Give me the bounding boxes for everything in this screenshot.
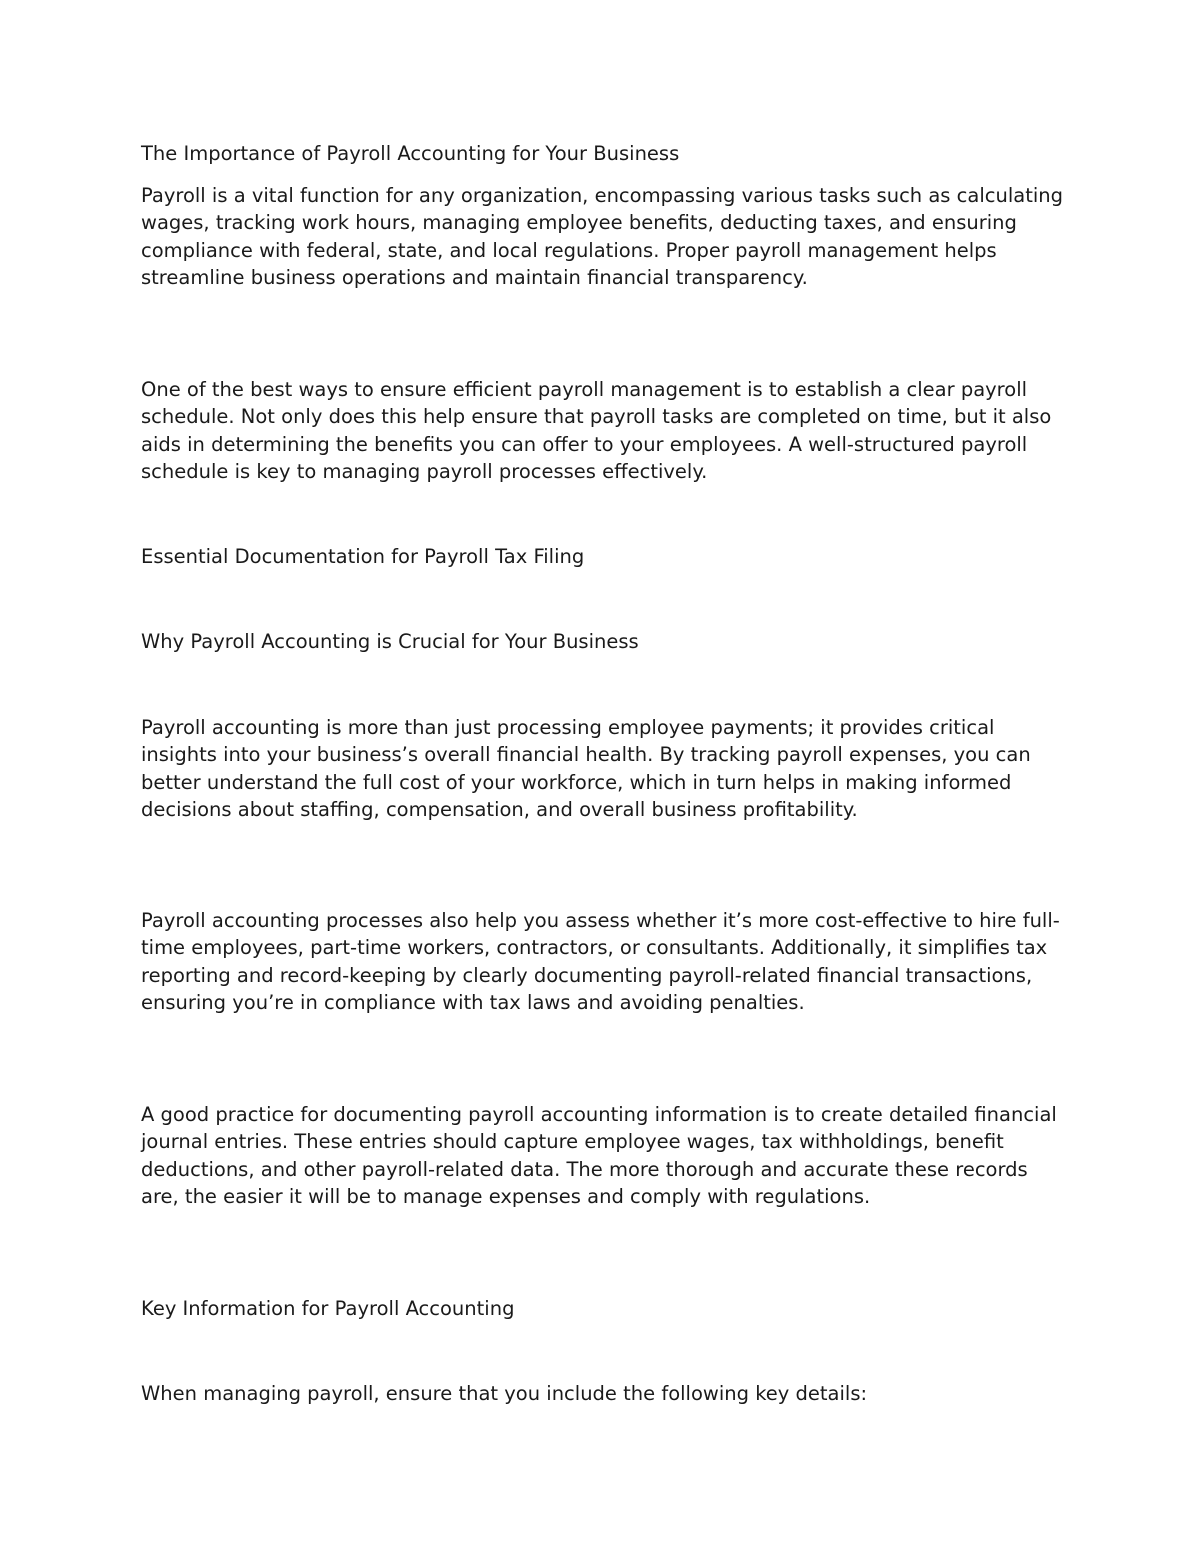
paragraph-journal-entries: A good practice for documenting payroll accounting information is to create detailed financial journal entries. These entries should capture employee wages, tax withholdings, benefit deductions, and other payroll-related data. The more thorough and accurate these records are, the easier it will be to manage expenses and comply with regulations. <box>141 1103 1064 1209</box>
section-heading-why-crucial: Why Payroll Accounting is Crucial for Your Business <box>141 630 639 653</box>
section-heading-importance: The Importance of Payroll Accounting for Your Business <box>141 142 680 165</box>
paragraph-financial-insights: Payroll accounting is more than just processing employee payments; it provides critical insights into your business’s overall financial health. By tracking payroll expenses, you can better understand the full cost of your workforce, which in turn helps in making informed decisions about staffing, compensation, and overall business profitability. <box>141 716 1037 822</box>
paragraph-payroll-schedule: One of the best ways to ensure efficient payroll management is to establish a clear payroll schedule. Not only does this help ensure that payroll tasks are completed on time, but it also aids in determining the benefits you can offer to your employees. A well-structured payroll schedule is key to managing payroll processes effectively. <box>141 378 1058 484</box>
paragraph-payroll-function: Payroll is a vital function for any organization, encompassing various tasks such as calculating wages, tracking work hours, managing employee benefits, deducting taxes, and ensuring compliance with federal, state, and local regulations. Proper payroll management helps streamline business operations and maintain financial transparency. <box>141 184 1070 290</box>
paragraph-key-details-intro: When managing payroll, ensure that you include the following key details: <box>141 1382 868 1405</box>
section-heading-tax-documentation: Essential Documentation for Payroll Tax Filing <box>141 545 585 568</box>
section-heading-key-information: Key Information for Payroll Accounting <box>141 1297 515 1320</box>
paragraph-cost-effectiveness: Payroll accounting processes also help you assess whether it’s more cost-effective to hire full-time employees, part-time workers, contractors, or consultants. Additionally, it simplifies tax reporting and record-keeping by clearly documenting payroll-related financial transactions, ensuring you’re in compliance with tax laws and avoiding penalties. <box>141 909 1060 1015</box>
